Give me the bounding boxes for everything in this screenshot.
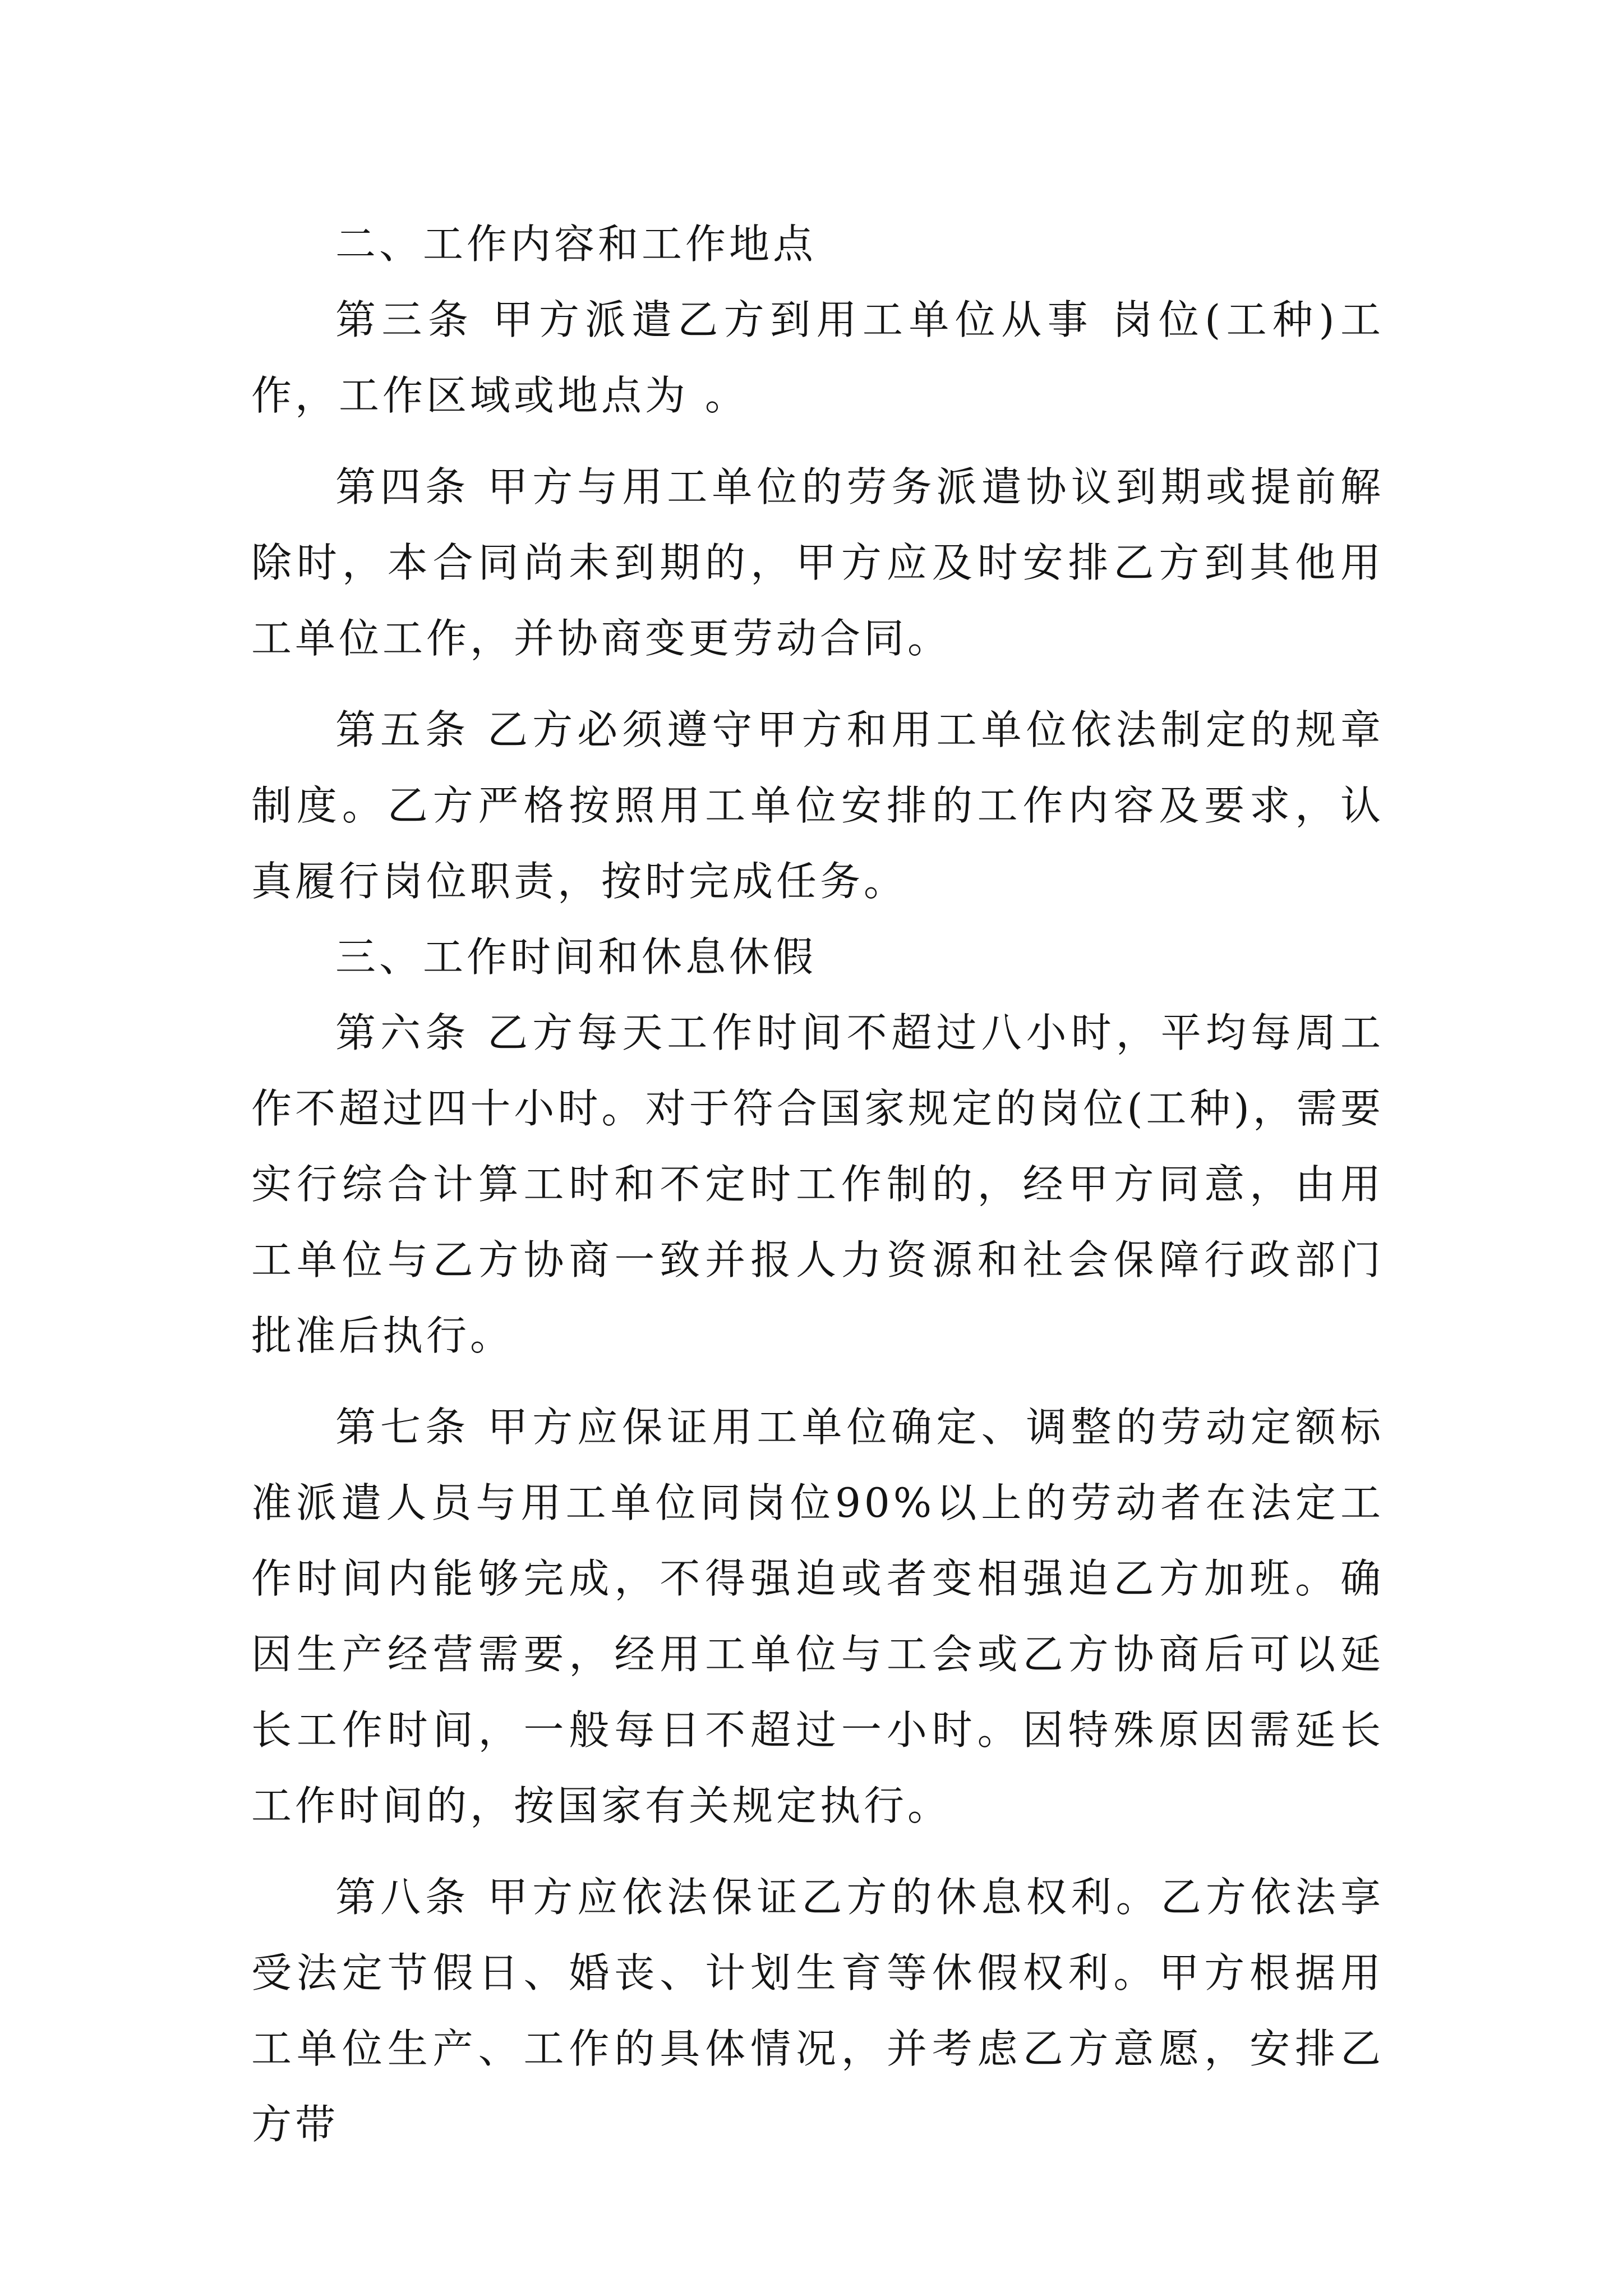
section-heading-work-hours: 三、工作时间和休息休假 (335, 933, 817, 981)
document-body (251, 206, 1384, 2162)
article-8-paragraph: 第八条 甲方应依法保证乙方的休息权利。乙方依法享受法定节假日、婚丧、计划生育等休假权利。甲方根据用工单位生产、工作的具体情况，并考虑乙方意愿，安排乙方带 (251, 1874, 1384, 2148)
article-5-paragraph: 第五条 乙方必须遵守甲方和用工单位依法制定的规章制度。乙方严格按照用工单位安排的工作内容及要求，认真履行岗位职责，按时完成任务。 (251, 706, 1384, 905)
section-heading-work-content: 二、工作内容和工作地点 (335, 220, 817, 268)
article-7-paragraph: 第七条 甲方应保证用工单位确定、调整的劳动定额标准派遣人员与用工单位同岗位90%以上的劳动者在法定工作时间内能够完成，不得强迫或者变相强迫乙方加班。确因生产经营需要，经用工单位与工会或乙方协商后可以延长工作时间，一般每日不超过一小时。因特殊原因需延长工作时间的，按国家有关规定执行。 (251, 1404, 1384, 1829)
article-6-paragraph: 第六条 乙方每天工作时间不超过八小时，平均每周工作不超过四十小时。对于符合国家规定的岗位(工种)，需要实行综合计算工时和不定时工作制的，经甲方同意，由用工单位与乙方协商一致并报人力资源和社会保障行政部门批准后执行。 (251, 1009, 1384, 1359)
article-3-paragraph: 第三条 甲方派遣乙方到用工单位从事 岗位(工种)工作，工作区域或地点为 。 (251, 296, 1384, 419)
article-4-paragraph: 第四条 甲方与用工单位的劳务派遣协议到期或提前解除时，本合同尚未到期的，甲方应及时安排乙方到其他用工单位工作，并协商变更劳动合同。 (251, 463, 1384, 662)
